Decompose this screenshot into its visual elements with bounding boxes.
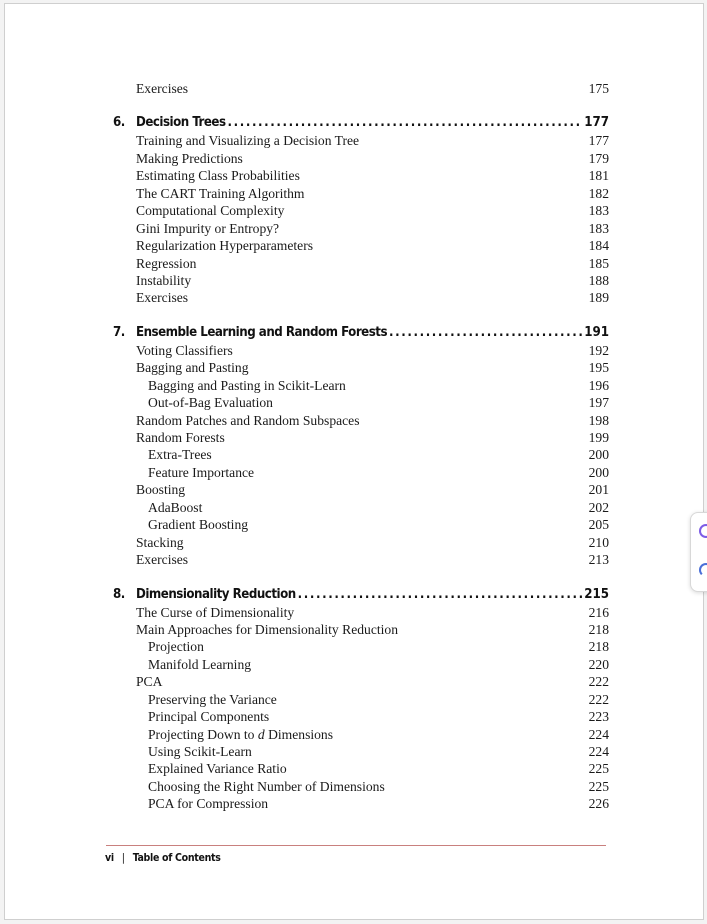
toc-chapter-entry[interactable] <box>113 585 609 604</box>
entry-page-number: 222 <box>588 691 609 707</box>
entry-title: Exercises <box>136 81 189 96</box>
entry-title: The Curse of Dimensionality <box>136 604 295 620</box>
footer-page-number: vi <box>105 852 114 864</box>
chapter-page-number: 191 <box>584 324 609 340</box>
toc-entry[interactable] <box>113 691 609 708</box>
toc-entry[interactable] <box>113 255 609 272</box>
toc-chapter-entry[interactable] <box>113 323 609 342</box>
headset-icon[interactable] <box>699 563 707 577</box>
entry-page-number: 196 <box>588 377 609 393</box>
toc-entry[interactable] <box>113 673 609 690</box>
toc-entry[interactable] <box>113 621 609 638</box>
entry-title: Projecting Down to d Dimensions <box>148 726 334 742</box>
toc-entry[interactable] <box>113 656 609 673</box>
entry-page-number: 225 <box>588 761 609 777</box>
entry-title: Gini Impurity or Entropy? <box>136 220 280 236</box>
entry-title: PCA <box>136 674 163 690</box>
side-toolbar[interactable] <box>690 512 707 592</box>
chapter-page-number: 177 <box>584 115 609 131</box>
entry-title: Main Approaches for Dimensionality Reduction <box>136 621 399 637</box>
chapter-title: Dimensionality Reduction <box>136 586 296 602</box>
footer-separator: | <box>121 852 125 864</box>
entry-title: Exercises <box>136 290 189 306</box>
chapter-number: 6. <box>113 115 125 131</box>
toc-entry[interactable] <box>113 150 609 167</box>
toc-entry[interactable] <box>113 743 609 760</box>
entry-page-number: 197 <box>588 395 609 411</box>
toc-entry[interactable] <box>113 185 609 202</box>
toc-entry[interactable] <box>113 499 609 516</box>
entry-page-number: 177 <box>588 133 609 149</box>
chapter-number: 8. <box>113 586 125 602</box>
toc-entry[interactable] <box>113 708 609 725</box>
toc-entry[interactable] <box>113 638 609 655</box>
entry-title: Gradient Boosting <box>148 517 249 533</box>
entry-title: Projection <box>148 639 204 655</box>
dot-leader <box>228 113 583 132</box>
entry-page-number: 226 <box>588 796 609 812</box>
entry-title: Boosting <box>136 482 186 498</box>
entry-title: Out-of-Bag Evaluation <box>148 395 273 411</box>
document-page <box>4 3 704 920</box>
toc-entry[interactable] <box>113 132 609 149</box>
entry-page-number: 224 <box>588 744 609 759</box>
toc-entry[interactable] <box>113 412 609 429</box>
entry-page-number: 223 <box>588 709 609 725</box>
toc-entry[interactable] <box>113 237 609 254</box>
entry-page-number: 213 <box>588 552 609 568</box>
entry-title: Explained Variance Ratio <box>148 761 287 777</box>
entry-page-number: 200 <box>588 464 609 480</box>
entry-title: Using Scikit-Learn <box>148 744 252 759</box>
chapter-number: 7. <box>113 324 125 340</box>
toc-entry[interactable] <box>113 534 609 551</box>
entry-page-number: 181 <box>588 168 609 184</box>
entry-page-number: 189 <box>588 290 609 306</box>
page-footer <box>105 852 221 864</box>
entry-title: Instability <box>136 272 192 288</box>
toc-entry[interactable] <box>113 446 609 463</box>
entry-page-number: 210 <box>588 534 609 550</box>
entry-title: Computational Complexity <box>136 203 285 219</box>
footer-section-title: Table of Contents <box>132 852 221 864</box>
entry-page-number: 188 <box>588 272 609 288</box>
entry-page-number: 202 <box>588 499 609 515</box>
entry-page-number: 182 <box>588 185 609 201</box>
entry-page-number: 225 <box>588 778 609 794</box>
toc-entry[interactable] <box>113 342 609 359</box>
chapter-title: Ensemble Learning and Random Forests <box>136 324 388 340</box>
chapter-title: Decision Trees <box>136 115 226 131</box>
toc-entry[interactable] <box>113 429 609 446</box>
entry-title: Feature Importance <box>148 464 255 480</box>
entry-title: Bagging and Pasting <box>136 360 249 376</box>
entry-page-number: 222 <box>588 674 609 690</box>
footer-rule <box>106 845 606 846</box>
dot-leader <box>389 323 582 342</box>
entry-title: Stacking <box>136 534 184 550</box>
entry-title: Voting Classifiers <box>136 342 233 358</box>
entry-title: Regularization Hyperparameters <box>136 238 314 254</box>
entry-title: Manifold Learning <box>148 656 252 672</box>
toc-entry[interactable] <box>113 760 609 777</box>
toc-entry[interactable] <box>113 551 609 568</box>
entry-page-number: 205 <box>588 517 609 533</box>
toc-entry[interactable] <box>113 778 609 795</box>
entry-page-number: 192 <box>588 342 609 358</box>
entry-title: The CART Training Algorithm <box>136 185 305 201</box>
entry-page-number: 220 <box>588 656 609 672</box>
entry-page-number: 175 <box>588 81 609 96</box>
toc-entry[interactable] <box>113 481 609 498</box>
toc-entry[interactable] <box>113 289 609 306</box>
entry-page-number: 199 <box>588 430 609 445</box>
toc-entry[interactable] <box>113 272 609 289</box>
entry-page-number: 216 <box>588 604 609 620</box>
copilot-icon[interactable] <box>699 524 707 538</box>
toc-entry[interactable] <box>113 202 609 219</box>
toc-entry[interactable] <box>113 464 609 481</box>
entry-title: PCA for Compression <box>148 796 269 812</box>
entry-title: Estimating Class Probabilities <box>136 168 300 184</box>
entry-page-number: 218 <box>588 621 609 637</box>
toc-entry[interactable] <box>113 220 609 237</box>
entry-title: Exercises <box>136 552 189 568</box>
entry-page-number: 224 <box>588 726 609 742</box>
entry-page-number: 218 <box>588 639 609 655</box>
toc-entry[interactable] <box>113 394 609 411</box>
toc-entry[interactable] <box>113 726 609 743</box>
toc-entry[interactable] <box>113 359 609 376</box>
entry-page-number: 183 <box>588 203 609 219</box>
table-of-contents <box>113 80 609 813</box>
entry-title: Bagging and Pasting in Scikit-Learn <box>148 377 346 393</box>
entry-page-number: 183 <box>588 220 609 236</box>
entry-title: Random Forests <box>136 430 225 445</box>
entry-page-number: 195 <box>588 360 609 376</box>
entry-title: Extra-Trees <box>148 447 212 463</box>
toc-entry[interactable] <box>113 80 609 97</box>
entry-title: Making Predictions <box>136 150 243 166</box>
entry-page-number: 179 <box>588 150 609 166</box>
entry-title: Regression <box>136 255 197 271</box>
toc-entry[interactable] <box>113 516 609 533</box>
entry-title: Principal Components <box>148 709 270 725</box>
entry-title: Choosing the Right Number of Dimensions <box>148 778 385 794</box>
entry-page-number: 185 <box>588 255 609 271</box>
entry-page-number: 184 <box>588 238 609 254</box>
entry-title: AdaBoost <box>148 499 203 515</box>
toc-entry[interactable] <box>113 167 609 184</box>
entry-page-number: 201 <box>588 482 609 498</box>
chapter-page-number: 215 <box>584 586 609 602</box>
entry-page-number: 200 <box>588 447 609 463</box>
entry-title: Preserving the Variance <box>148 691 277 707</box>
toc-entry[interactable] <box>113 795 609 812</box>
toc-entry[interactable] <box>113 377 609 394</box>
entry-page-number: 198 <box>588 412 609 428</box>
toc-chapter-entry[interactable] <box>113 113 609 132</box>
entry-title: Random Patches and Random Subspaces <box>136 412 360 428</box>
entry-title: Training and Visualizing a Decision Tree <box>136 133 360 149</box>
dot-leader <box>298 585 583 604</box>
toc-entry[interactable] <box>113 604 609 621</box>
